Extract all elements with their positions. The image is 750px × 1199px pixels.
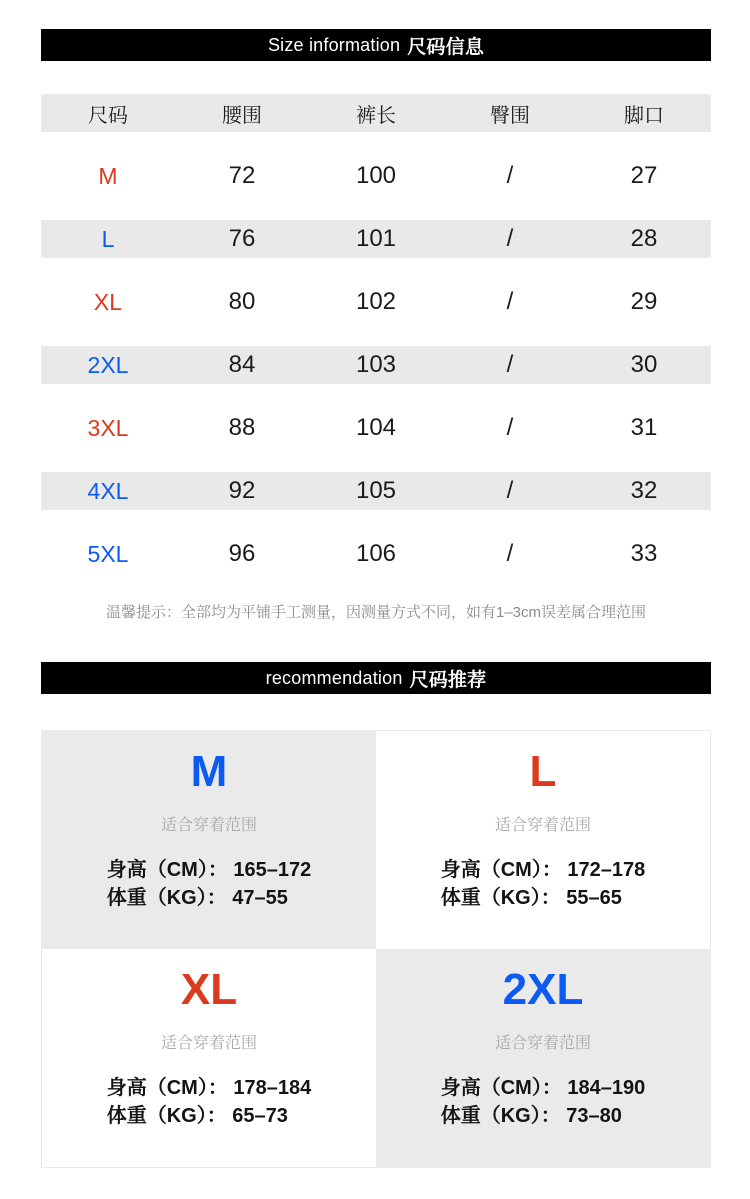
card-size-label: L <box>529 747 557 796</box>
card-body-metrics <box>441 856 646 912</box>
size-table-row <box>41 220 711 258</box>
card-weight-line: 体重（KG）： 73–80 <box>440 1105 622 1127</box>
size-info-title-en: Size information <box>267 34 401 55</box>
pant-length-cell: 101 <box>355 225 397 252</box>
card-weight-line: 体重（KG）： 55–65 <box>440 887 622 909</box>
card-height-line: 身高（CM）： 172–178 <box>440 859 646 881</box>
size-cell: L <box>101 225 115 252</box>
waist-cell: 84 <box>228 351 256 378</box>
pant-length-cell: 102 <box>355 288 397 315</box>
column-header-leg-opening: 脚口 <box>624 104 664 127</box>
pant-length-cell: 100 <box>355 162 397 189</box>
card-weight-line: 体重（KG）： 65–73 <box>106 1105 288 1127</box>
waist-cell: 96 <box>228 540 256 567</box>
size-cell: M <box>98 162 118 189</box>
card-height-line: 身高（CM）： 178–184 <box>106 1077 312 1099</box>
hip-cell: / <box>506 477 514 504</box>
leg-opening-cell: 33 <box>630 540 658 567</box>
pant-length-cell: 104 <box>355 414 397 441</box>
leg-opening-cell: 30 <box>630 351 658 378</box>
waist-cell: 80 <box>228 288 256 315</box>
pant-length-cell: 106 <box>355 540 397 567</box>
recommendation-card <box>42 731 376 949</box>
size-info-title-zh: 尺码信息 <box>407 36 485 58</box>
size-table-row <box>41 283 711 321</box>
leg-opening-cell: 28 <box>630 225 658 252</box>
recommendation-title-zh: 尺码推荐 <box>409 669 487 691</box>
waist-cell: 76 <box>228 225 256 252</box>
size-table-row <box>41 346 711 384</box>
recommendation-card <box>376 949 710 1167</box>
card-weight-line: 体重（KG）： 47–55 <box>106 887 288 909</box>
column-header-hip: 臀围 <box>490 104 530 127</box>
card-body-metrics <box>441 1074 646 1130</box>
hip-cell: / <box>506 351 514 378</box>
card-body-metrics <box>107 1074 312 1130</box>
waist-cell: 92 <box>228 477 256 504</box>
size-table-row <box>41 472 711 510</box>
measurement-note: 温馨提示：全部均为平铺手工测量，因测量方式不同，如有1–3cm误差属合理范围 <box>105 604 647 621</box>
size-cell: XL <box>93 288 123 315</box>
recommendation-title-en: recommendation <box>265 667 403 688</box>
card-body-metrics <box>107 856 312 912</box>
size-info-header-bar <box>41 29 711 61</box>
size-table-row <box>41 157 711 195</box>
column-header-size: 尺码 <box>88 104 128 127</box>
size-cell: 5XL <box>87 540 129 567</box>
recommendation-header-bar <box>41 662 711 694</box>
recommendation-card <box>42 949 376 1167</box>
size-table-body <box>41 157 711 573</box>
card-fit-range-label: 适合穿着范围 <box>160 1035 257 1052</box>
leg-opening-cell: 31 <box>630 414 658 441</box>
leg-opening-cell: 29 <box>630 288 658 315</box>
hip-cell: / <box>506 162 514 189</box>
card-fit-range-label: 适合穿着范围 <box>160 817 257 834</box>
leg-opening-cell: 27 <box>630 162 658 189</box>
waist-cell: 72 <box>228 162 256 189</box>
pant-length-cell: 103 <box>355 351 397 378</box>
leg-opening-cell: 32 <box>630 477 658 504</box>
hip-cell: / <box>506 225 514 252</box>
card-height-line: 身高（CM）： 165–172 <box>106 859 312 881</box>
size-cell: 4XL <box>87 477 129 504</box>
card-size-label: M <box>190 747 228 796</box>
card-fit-range-label: 适合穿着范围 <box>494 1035 591 1052</box>
column-header-pant-length: 裤长 <box>356 104 396 127</box>
card-height-line: 身高（CM）： 184–190 <box>440 1077 646 1099</box>
size-cell: 3XL <box>87 414 129 441</box>
waist-cell: 88 <box>228 414 256 441</box>
recommendation-card <box>376 731 710 949</box>
size-table-row <box>41 535 711 573</box>
hip-cell: / <box>506 414 514 441</box>
hip-cell: / <box>506 540 514 567</box>
size-table-row <box>41 409 711 447</box>
recommendation-grid <box>41 730 711 1168</box>
card-fit-range-label: 适合穿着范围 <box>494 817 591 834</box>
column-header-waist: 腰围 <box>222 104 262 127</box>
pant-length-cell: 105 <box>355 477 397 504</box>
card-size-label: 2XL <box>502 965 584 1014</box>
size-cell: 2XL <box>87 351 129 378</box>
hip-cell: / <box>506 288 514 315</box>
card-size-label: XL <box>180 965 238 1014</box>
size-table-header-row <box>41 94 711 132</box>
